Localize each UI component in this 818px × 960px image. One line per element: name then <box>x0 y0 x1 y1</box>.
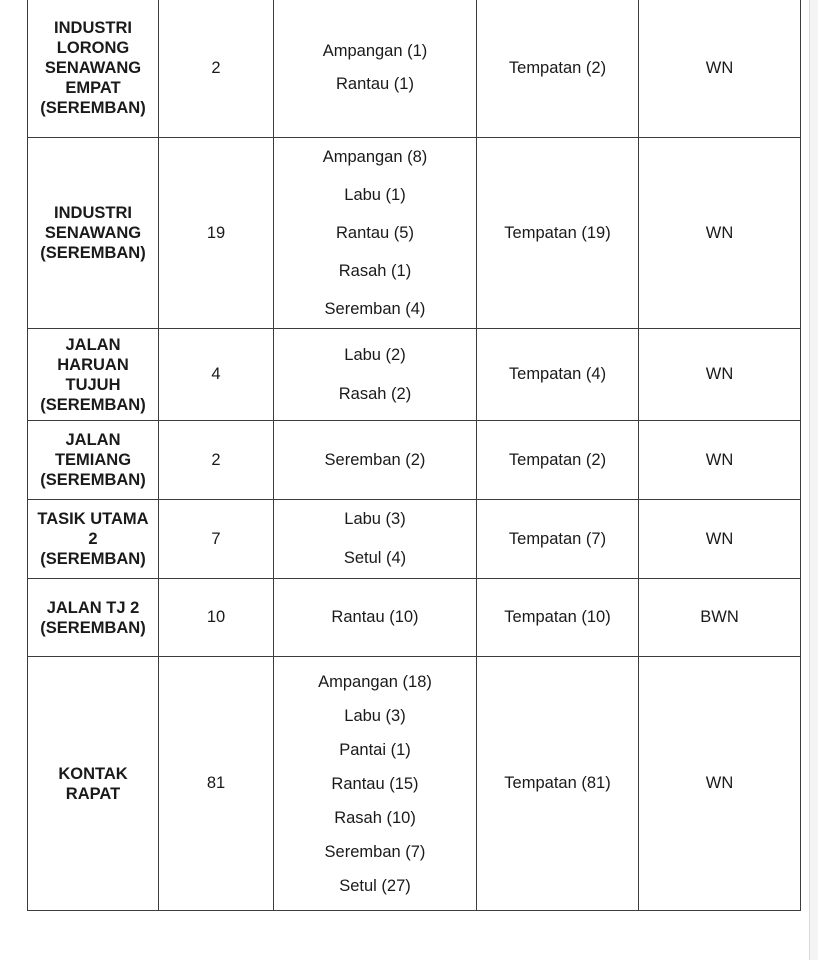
cluster-name-line: (SEREMBAN) <box>40 395 146 414</box>
locality-item: Seremban (2) <box>324 450 426 469</box>
case-count-cell: 10 <box>159 579 274 657</box>
category-cell: Tempatan (2) <box>477 421 639 500</box>
table-row <box>28 579 801 657</box>
table-row <box>28 138 801 329</box>
status-cell: WN <box>639 657 801 911</box>
locality-item: Labu (3) <box>344 510 406 528</box>
table-row <box>28 0 801 138</box>
locality-item: Ampangan (1) <box>322 42 428 60</box>
locality-item: Setul (4) <box>343 549 407 567</box>
locality-cell <box>274 0 477 138</box>
locality-item: Ampangan (18) <box>318 672 432 691</box>
case-count-cell: 4 <box>159 329 274 421</box>
locality-cell <box>274 329 477 421</box>
locality-item: Rantau (5) <box>336 224 414 242</box>
cluster-name-line: (SEREMBAN) <box>40 99 146 117</box>
cluster-name-line: (SEREMBAN) <box>40 618 146 637</box>
cluster-name-line: (SEREMBAN) <box>40 550 146 568</box>
category-cell: Tempatan (2) <box>477 0 639 138</box>
cluster-name-line: EMPAT <box>65 79 121 97</box>
case-count-cell: 19 <box>159 138 274 329</box>
cluster-name-line: LORONG <box>56 39 130 57</box>
locality-cell <box>274 579 477 657</box>
cluster-cases-table <box>27 0 801 911</box>
locality-item: Setul (27) <box>339 876 411 895</box>
cluster-name-cell <box>28 421 159 500</box>
status-cell: BWN <box>639 579 801 657</box>
page-edge <box>809 0 818 960</box>
status-cell: WN <box>639 421 801 500</box>
cluster-name-cell <box>28 657 159 911</box>
cluster-name-line: RAPAT <box>65 784 121 803</box>
locality-item: Rantau (10) <box>331 608 419 626</box>
locality-item: Seremban (7) <box>324 842 426 861</box>
cluster-name-line: (SEREMBAN) <box>40 471 146 489</box>
case-count-cell: 81 <box>159 657 274 911</box>
locality-item: Pantai (1) <box>339 740 411 759</box>
cluster-name-line: JALAN <box>65 431 121 449</box>
cluster-name-line: 2 <box>88 530 98 548</box>
status-cell: WN <box>639 0 801 138</box>
cluster-name-line: TASIK UTAMA <box>37 510 149 528</box>
locality-item: Rantau (15) <box>331 774 419 793</box>
category-cell: Tempatan (81) <box>477 657 639 911</box>
cluster-name-line: INDUSTRI <box>54 19 132 37</box>
category-cell: Tempatan (10) <box>477 579 639 657</box>
locality-item: Rantau (1) <box>336 75 414 93</box>
locality-item: Labu (3) <box>344 706 406 725</box>
locality-cell <box>274 500 477 579</box>
locality-item: Rasah (10) <box>334 808 416 827</box>
locality-item: Labu (2) <box>344 345 406 364</box>
case-count-cell: 7 <box>159 500 274 579</box>
table-row <box>28 657 801 911</box>
locality-item: Rasah (2) <box>338 384 412 403</box>
cluster-name-cell <box>28 0 159 138</box>
locality-cell <box>274 138 477 329</box>
status-cell: WN <box>639 138 801 329</box>
cluster-name-cell <box>28 329 159 421</box>
cluster-name-line: TEMIANG <box>54 451 132 469</box>
cluster-name-cell <box>28 579 159 657</box>
locality-item: Rasah (1) <box>338 262 412 280</box>
category-cell: Tempatan (7) <box>477 500 639 579</box>
cluster-name-line: SENAWANG <box>44 224 142 242</box>
locality-item: Ampangan (8) <box>322 148 428 166</box>
table-row <box>28 500 801 579</box>
cluster-name-line: TUJUH <box>65 375 121 394</box>
case-count-cell: 2 <box>159 421 274 500</box>
locality-item: Seremban (4) <box>324 300 426 318</box>
table-row <box>28 329 801 421</box>
cluster-name-line: JALAN <box>65 335 121 354</box>
category-cell: Tempatan (4) <box>477 329 639 421</box>
status-cell: WN <box>639 500 801 579</box>
category-cell: Tempatan (19) <box>477 138 639 329</box>
locality-cell <box>274 421 477 500</box>
cluster-name-line: SENAWANG <box>44 59 142 77</box>
cluster-name-line: (SEREMBAN) <box>40 244 146 262</box>
cluster-name-line: INDUSTRI <box>54 204 132 222</box>
cluster-name-cell <box>28 138 159 329</box>
locality-item: Labu (1) <box>344 186 406 204</box>
status-cell: WN <box>639 329 801 421</box>
cluster-name-line: KONTAK <box>58 764 128 783</box>
cluster-name-line: HARUAN <box>57 355 129 374</box>
cluster-name-cell <box>28 500 159 579</box>
locality-cell <box>274 657 477 911</box>
case-count-cell: 2 <box>159 0 274 138</box>
table-row <box>28 421 801 500</box>
cluster-name-line: JALAN TJ 2 <box>46 598 140 617</box>
